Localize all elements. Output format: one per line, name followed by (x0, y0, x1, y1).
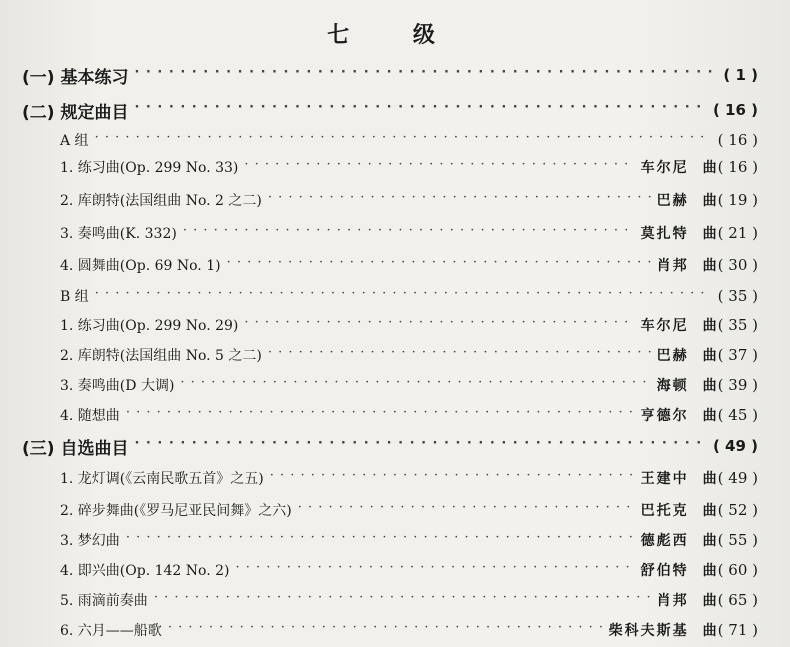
toc-page-number: ( 52 ) (717, 501, 758, 519)
toc-page-number: ( 49 ) (712, 437, 758, 455)
toc-item-label: 6. 六月——船歌 (60, 623, 162, 639)
leader-dots (168, 620, 603, 640)
toc-group-label: A 组 (60, 133, 89, 149)
toc-item-composer: 柴科夫斯基 (608, 623, 689, 639)
toc-section-label: (三) 自选曲目 (22, 438, 129, 459)
toc-page-number: ( 39 ) (717, 376, 758, 394)
toc-item[interactable] (60, 465, 758, 491)
toc-item[interactable] (60, 252, 758, 278)
toc-item[interactable] (60, 187, 758, 213)
toc-item-label: 2. 碎步舞曲(《罗马尼亚民间舞》之六) (60, 503, 292, 519)
toc-item-qu: 曲 (702, 193, 717, 209)
toc-item-qu: 曲 (702, 503, 717, 519)
toc-item-qu: 曲 (702, 318, 717, 334)
leader-dots (268, 345, 651, 365)
toc-item-qu: 曲 (702, 226, 717, 242)
toc-item-label: 1. 龙灯调(《云南民歌五首》之五) (60, 471, 264, 487)
toc-item-qu: 曲 (702, 378, 717, 394)
toc-item-composer: 肖邦 (656, 258, 689, 274)
toc-item-qu: 曲 (702, 533, 717, 549)
leader-dots (154, 590, 651, 610)
toc-item[interactable] (60, 312, 758, 338)
toc-item-qu: 曲 (702, 471, 717, 487)
toc-item-composer: 海顿 (656, 378, 689, 394)
toc-page-number: ( 16 ) (717, 131, 758, 149)
toc-page-number: ( 45 ) (717, 406, 758, 424)
toc-section-required[interactable] (22, 97, 758, 123)
toc-section-basic[interactable] (22, 62, 758, 88)
toc-page-number: ( 71 ) (717, 621, 758, 639)
leader-dots (126, 530, 635, 550)
toc-item[interactable] (60, 154, 758, 180)
leader-dots (268, 190, 651, 210)
toc-item-qu: 曲 (702, 623, 717, 639)
toc-item-qu: 曲 (702, 563, 717, 579)
toc-page-number: ( 60 ) (717, 561, 758, 579)
leader-dots (134, 436, 706, 456)
toc-item-label: 5. 雨滴前奏曲 (60, 593, 148, 609)
toc-item-composer: 巴托克 (640, 503, 689, 519)
toc-page-number: ( 35 ) (717, 316, 758, 334)
toc-page-number: ( 19 ) (717, 191, 758, 209)
toc-page-number: ( 16 ) (717, 158, 758, 176)
toc-page-number: ( 16 ) (712, 101, 758, 119)
toc-page-number: ( 49 ) (717, 469, 758, 487)
leader-dots (227, 255, 651, 275)
leader-dots (134, 65, 716, 85)
toc-item[interactable] (60, 617, 758, 643)
leader-dots (235, 560, 634, 580)
toc-item-composer: 德彪西 (640, 533, 689, 549)
toc-item[interactable] (60, 557, 758, 583)
toc-item-qu: 曲 (702, 408, 717, 424)
toc-item[interactable] (60, 497, 758, 523)
toc-item-label: 4. 圆舞曲(Op. 69 No. 1) (60, 258, 221, 274)
toc-page-number: ( 65 ) (717, 591, 758, 609)
toc-item-composer: 肖邦 (656, 593, 689, 609)
toc-item-label: 4. 即兴曲(Op. 142 No. 2) (60, 563, 230, 579)
leader-dots (270, 468, 635, 488)
toc-item-label: 1. 练习曲(Op. 299 No. 29) (60, 318, 239, 334)
leader-dots (95, 130, 711, 150)
toc-item[interactable] (60, 342, 758, 368)
toc-group-a[interactable] (60, 127, 758, 153)
toc-item-qu: 曲 (702, 593, 717, 609)
toc-item-label: 4. 随想曲 (60, 408, 120, 424)
toc-page-number: ( 21 ) (717, 224, 758, 242)
leader-dots (180, 375, 650, 395)
toc-item-label: 3. 奏鸣曲(D 大调) (60, 378, 175, 394)
toc-item-qu: 曲 (702, 258, 717, 274)
toc-item[interactable] (60, 402, 758, 428)
toc-item-composer: 巴赫 (656, 193, 689, 209)
toc-section-optional[interactable] (22, 433, 758, 459)
toc-page-number: ( 55 ) (717, 531, 758, 549)
leader-dots (134, 100, 706, 120)
toc-item-label: 1. 练习曲(Op. 299 No. 33) (60, 160, 239, 176)
toc-item-label: 3. 梦幻曲 (60, 533, 120, 549)
toc-item[interactable] (60, 527, 758, 553)
leader-dots (298, 500, 635, 520)
toc-item-label: 2. 库朗特(法国组曲 No. 2 之二) (60, 193, 262, 209)
toc-item-qu: 曲 (702, 348, 717, 364)
leader-dots (244, 315, 634, 335)
leader-dots (95, 286, 711, 306)
toc-item-composer: 亨德尔 (640, 408, 689, 424)
toc-page-number: ( 30 ) (717, 256, 758, 274)
toc-section-label: (一) 基本练习 (22, 67, 129, 88)
toc-item-composer: 巴赫 (656, 348, 689, 364)
leader-dots (183, 223, 635, 243)
leader-dots (126, 405, 635, 425)
leader-dots (244, 157, 634, 177)
toc-item-label: 2. 库朗特(法国组曲 No. 5 之二) (60, 348, 262, 364)
toc-item-qu: 曲 (702, 160, 717, 176)
toc-item-composer: 王建中 (640, 471, 689, 487)
toc-item-composer: 舒伯特 (640, 563, 689, 579)
toc-item[interactable] (60, 220, 758, 246)
toc-item-composer: 车尔尼 (640, 160, 689, 176)
toc-section-label: (二) 规定曲目 (22, 102, 129, 123)
toc-page-number: ( 35 ) (717, 287, 758, 305)
toc-page-number: ( 1 ) (723, 66, 758, 84)
toc-item-label: 3. 奏鸣曲(K. 332) (60, 226, 177, 242)
toc-item[interactable] (60, 372, 758, 398)
page-title: 七 级 (327, 23, 463, 48)
toc-group-b[interactable] (60, 283, 758, 309)
toc-page-number: ( 37 ) (717, 346, 758, 364)
toc-group-label: B 组 (60, 289, 89, 305)
toc-item-composer: 莫扎特 (640, 226, 689, 242)
toc-item-composer: 车尔尼 (640, 318, 689, 334)
toc-item[interactable] (60, 587, 758, 613)
